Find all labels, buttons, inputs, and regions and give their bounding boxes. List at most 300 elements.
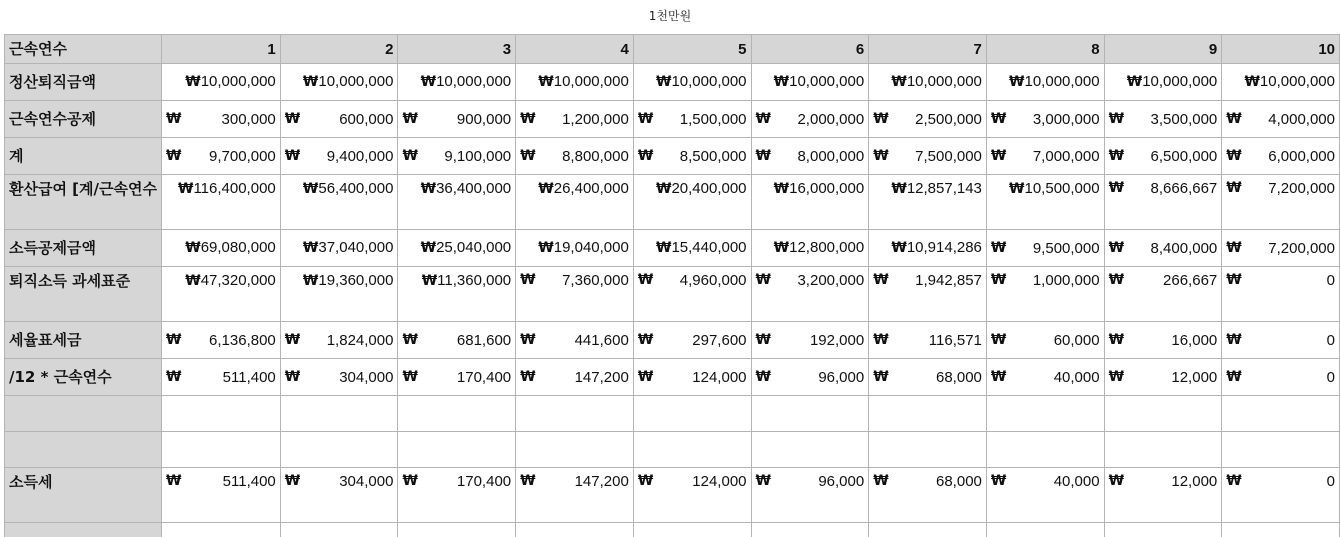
cell-value: 9,700,000 [209, 148, 276, 165]
currency-symbol: ₩ [422, 273, 437, 289]
cell-value: 37,040,000 [318, 239, 393, 256]
currency-symbol: ₩ [1109, 111, 1124, 128]
cell-value: 10,000,000 [318, 73, 393, 90]
table-row [5, 64, 1340, 101]
currency-symbol: ₩ [285, 332, 300, 349]
value-cell[interactable] [751, 359, 869, 396]
currency-symbol: ₩ [303, 240, 318, 256]
empty-row [5, 523, 1340, 537]
currency-symbol: ₩ [285, 111, 300, 128]
row-label[interactable] [5, 396, 162, 432]
currency-symbol: ₩ [421, 181, 436, 197]
value-cell[interactable] [633, 230, 751, 267]
value-cell[interactable] [986, 101, 1104, 138]
table-row [5, 230, 1340, 267]
value-cell[interactable] [869, 322, 987, 359]
cell-value: 2,500,000 [915, 111, 982, 128]
value-cell[interactable] [1222, 432, 1340, 468]
currency-symbol: ₩ [991, 111, 1006, 128]
header-year-cell[interactable]: 8 [986, 35, 1104, 64]
cell-value: 6,500,000 [1151, 148, 1218, 165]
cell-value: 16,000 [1171, 332, 1217, 349]
value-cell[interactable] [280, 267, 398, 322]
currency-symbol: ₩ [402, 111, 417, 128]
currency-symbol: ₩ [1109, 473, 1124, 490]
row-label[interactable] [5, 523, 162, 537]
value-cell[interactable] [1222, 64, 1340, 101]
currency-symbol: ₩ [991, 272, 1006, 289]
value-cell[interactable] [1222, 101, 1340, 138]
table-row [5, 359, 1340, 396]
currency-symbol: ₩ [1127, 74, 1142, 90]
currency-symbol: ₩ [1109, 180, 1124, 197]
cell-value: 19,360,000 [318, 272, 393, 289]
currency-symbol: ₩ [166, 148, 181, 165]
value-cell[interactable] [161, 523, 280, 537]
value-cell[interactable] [1222, 468, 1340, 523]
currency-symbol: ₩ [402, 473, 417, 490]
header-year-cell[interactable]: 9 [1104, 35, 1222, 64]
value-cell[interactable] [280, 468, 398, 523]
header-year-cell[interactable]: 10 [1222, 35, 1340, 64]
table-row [5, 267, 1340, 322]
value-cell[interactable] [398, 175, 516, 230]
cell-value: 96,000 [818, 369, 864, 386]
value-cell[interactable] [516, 322, 634, 359]
cell-value: 1,500,000 [680, 111, 747, 128]
value-cell[interactable] [986, 64, 1104, 101]
cell-value: 124,000 [692, 369, 746, 386]
row-label[interactable]: 퇴직소득 과세표준 [5, 267, 162, 322]
value-cell[interactable] [1222, 267, 1340, 322]
cell-value: 10,000,000 [436, 73, 511, 90]
cell-value: 8,500,000 [680, 148, 747, 165]
value-cell[interactable] [516, 432, 634, 468]
header-year-cell[interactable]: 7 [869, 35, 987, 64]
value-cell[interactable] [633, 432, 751, 468]
cell-value: 10,000,000 [1142, 73, 1217, 90]
cell-value: 0 [1327, 272, 1335, 289]
value-cell[interactable] [161, 359, 280, 396]
value-cell[interactable] [1222, 175, 1340, 230]
currency-symbol: ₩ [991, 240, 1006, 257]
row-label[interactable]: 소득세 [5, 468, 162, 523]
value-cell[interactable] [280, 432, 398, 468]
cell-value: 600,000 [339, 111, 393, 128]
cell-value: 124,000 [692, 473, 746, 490]
value-cell[interactable] [398, 101, 516, 138]
cell-value: 300,000 [222, 111, 276, 128]
header-year-cell[interactable]: 3 [398, 35, 516, 64]
cell-value: 10,000,000 [789, 73, 864, 90]
value-cell[interactable] [751, 230, 869, 267]
value-cell[interactable] [1104, 101, 1222, 138]
value-cell[interactable] [516, 468, 634, 523]
currency-symbol: ₩ [873, 332, 888, 349]
value-cell[interactable] [869, 359, 987, 396]
value-cell[interactable] [398, 64, 516, 101]
value-cell[interactable] [516, 523, 634, 537]
value-cell[interactable] [516, 101, 634, 138]
value-cell[interactable] [398, 322, 516, 359]
value-cell[interactable] [161, 267, 280, 322]
currency-symbol: ₩ [873, 473, 888, 490]
table-row [5, 322, 1340, 359]
value-cell[interactable] [280, 64, 398, 101]
value-cell[interactable] [869, 101, 987, 138]
cell-value: 297,600 [692, 332, 746, 349]
currency-symbol: ₩ [402, 148, 417, 165]
currency-symbol: ₩ [185, 240, 200, 256]
value-cell[interactable] [633, 322, 751, 359]
currency-symbol: ₩ [774, 74, 789, 90]
value-cell[interactable] [869, 396, 987, 432]
value-cell[interactable] [280, 230, 398, 267]
value-cell[interactable] [869, 138, 987, 175]
cell-value: 7,500,000 [915, 148, 982, 165]
cell-value: 25,040,000 [436, 239, 511, 256]
cell-value: 8,800,000 [562, 148, 629, 165]
value-cell[interactable] [280, 322, 398, 359]
value-cell[interactable] [280, 101, 398, 138]
empty-row [5, 432, 1340, 468]
value-cell[interactable] [280, 138, 398, 175]
row-label[interactable]: 근속연수공제 [5, 101, 162, 138]
value-cell[interactable] [516, 230, 634, 267]
header-year-cell[interactable]: 5 [633, 35, 751, 64]
cell-value: 69,080,000 [201, 239, 276, 256]
value-cell[interactable] [751, 322, 869, 359]
cell-value: 9,100,000 [444, 148, 511, 165]
table-body [5, 35, 1340, 537]
value-cell[interactable] [280, 396, 398, 432]
value-cell[interactable] [1222, 230, 1340, 267]
value-cell[interactable] [516, 175, 634, 230]
value-cell[interactable] [1222, 523, 1340, 537]
value-cell[interactable] [751, 175, 869, 230]
cell-value: 511,400 [223, 369, 276, 386]
value-cell[interactable] [1222, 359, 1340, 396]
value-cell[interactable] [986, 267, 1104, 322]
currency-symbol: ₩ [638, 332, 653, 349]
header-label-cell[interactable]: 근속연수 [5, 35, 162, 64]
currency-symbol: ₩ [1109, 369, 1124, 386]
row-label[interactable]: 소득공제금액 [5, 230, 162, 267]
cell-value: 11,360,000 [437, 272, 511, 289]
value-cell[interactable] [516, 396, 634, 432]
value-cell[interactable] [633, 396, 751, 432]
currency-symbol: ₩ [1226, 473, 1241, 490]
currency-symbol: ₩ [1109, 148, 1124, 165]
currency-symbol: ₩ [656, 240, 671, 256]
cell-value: 7,000,000 [1033, 148, 1100, 165]
value-cell[interactable] [516, 359, 634, 396]
cell-value: 10,500,000 [1025, 180, 1100, 197]
currency-symbol: ₩ [756, 148, 771, 165]
currency-symbol: ₩ [873, 369, 888, 386]
table-row [5, 468, 1340, 523]
value-cell[interactable] [633, 523, 751, 537]
value-cell[interactable] [633, 101, 751, 138]
header-year-cell[interactable]: 2 [280, 35, 398, 64]
value-cell[interactable] [1104, 432, 1222, 468]
cell-value: 56,400,000 [318, 180, 393, 197]
value-cell[interactable] [633, 359, 751, 396]
cell-value: 147,200 [575, 473, 629, 490]
value-cell[interactable] [751, 267, 869, 322]
value-cell[interactable] [1104, 230, 1222, 267]
value-cell[interactable] [398, 523, 516, 537]
value-cell[interactable] [161, 175, 280, 230]
value-cell[interactable] [398, 468, 516, 523]
value-cell[interactable] [398, 230, 516, 267]
currency-symbol: ₩ [991, 148, 1006, 165]
cell-value: 47,320,000 [201, 272, 276, 289]
value-cell[interactable] [986, 175, 1104, 230]
currency-symbol: ₩ [520, 332, 535, 349]
row-label[interactable]: 정산퇴직금액 [5, 64, 162, 101]
value-cell[interactable] [633, 138, 751, 175]
currency-symbol: ₩ [520, 473, 535, 490]
value-cell[interactable] [869, 175, 987, 230]
cell-value: 116,571 [929, 332, 982, 349]
table-row [5, 101, 1340, 138]
currency-symbol: ₩ [520, 111, 535, 128]
value-cell[interactable] [869, 523, 987, 537]
cell-value: 7,200,000 [1268, 240, 1335, 257]
cell-value: 19,040,000 [554, 239, 629, 256]
currency-symbol: ₩ [774, 240, 789, 256]
currency-symbol: ₩ [656, 74, 671, 90]
value-cell[interactable] [633, 267, 751, 322]
currency-symbol: ₩ [166, 369, 181, 386]
currency-symbol: ₩ [1226, 111, 1241, 128]
table-row [5, 138, 1340, 175]
currency-symbol: ₩ [774, 181, 789, 197]
value-cell[interactable] [1222, 396, 1340, 432]
value-cell[interactable] [751, 138, 869, 175]
cell-value: 8,400,000 [1151, 240, 1218, 257]
currency-symbol: ₩ [1226, 148, 1241, 165]
cell-value: 3,500,000 [1151, 111, 1218, 128]
value-cell[interactable] [398, 138, 516, 175]
sheet-title: 1천만원 [0, 7, 1340, 24]
cell-value: 6,000,000 [1268, 148, 1335, 165]
cell-value: 7,360,000 [562, 272, 629, 289]
value-cell[interactable] [161, 101, 280, 138]
row-label[interactable]: 계 [5, 138, 162, 175]
cell-value: 266,667 [1163, 272, 1217, 289]
header-year-cell[interactable]: 1 [161, 35, 280, 64]
currency-symbol: ₩ [1109, 272, 1124, 289]
value-cell[interactable] [986, 230, 1104, 267]
value-cell[interactable] [869, 64, 987, 101]
value-cell[interactable] [869, 267, 987, 322]
value-cell[interactable] [1104, 267, 1222, 322]
currency-symbol: ₩ [756, 332, 771, 349]
value-cell[interactable] [633, 175, 751, 230]
value-cell[interactable] [1104, 523, 1222, 537]
value-cell[interactable] [986, 432, 1104, 468]
cell-value: 441,600 [575, 332, 629, 349]
value-cell[interactable] [1104, 359, 1222, 396]
cell-value: 40,000 [1054, 473, 1100, 490]
value-cell[interactable] [161, 322, 280, 359]
cell-value: 9,400,000 [327, 148, 394, 165]
currency-symbol: ₩ [520, 369, 535, 386]
value-cell[interactable] [633, 468, 751, 523]
cell-value: 9,500,000 [1033, 240, 1100, 257]
cell-value: 10,000,000 [1260, 73, 1335, 90]
cell-value: 147,200 [575, 369, 629, 386]
currency-symbol: ₩ [1009, 74, 1024, 90]
currency-symbol: ₩ [538, 240, 553, 256]
currency-symbol: ₩ [756, 369, 771, 386]
currency-symbol: ₩ [873, 272, 888, 289]
value-cell[interactable] [1104, 64, 1222, 101]
value-cell[interactable] [516, 64, 634, 101]
table-row [5, 175, 1340, 230]
value-cell[interactable] [1104, 175, 1222, 230]
currency-symbol: ₩ [1109, 240, 1124, 257]
currency-symbol: ₩ [166, 473, 181, 490]
value-cell[interactable] [398, 396, 516, 432]
value-cell[interactable] [161, 64, 280, 101]
currency-symbol: ₩ [638, 473, 653, 490]
value-cell[interactable] [751, 468, 869, 523]
value-cell[interactable] [1222, 322, 1340, 359]
cell-value: 15,440,000 [671, 239, 746, 256]
row-label[interactable] [5, 432, 162, 468]
value-cell[interactable] [986, 396, 1104, 432]
value-cell[interactable] [869, 432, 987, 468]
currency-symbol: ₩ [166, 111, 181, 128]
cell-value: 10,000,000 [671, 73, 746, 90]
cell-value: 36,400,000 [436, 180, 511, 197]
currency-symbol: ₩ [756, 272, 771, 289]
currency-symbol: ₩ [185, 273, 200, 289]
cell-value: 0 [1327, 369, 1335, 386]
value-cell[interactable] [986, 359, 1104, 396]
currency-symbol: ₩ [1109, 332, 1124, 349]
currency-symbol: ₩ [891, 240, 906, 256]
row-label[interactable]: 세율표세금 [5, 322, 162, 359]
cell-value: 0 [1327, 332, 1335, 349]
currency-symbol: ₩ [1226, 272, 1241, 289]
value-cell[interactable] [161, 138, 280, 175]
value-cell[interactable] [398, 432, 516, 468]
value-cell[interactable] [280, 359, 398, 396]
cell-value: 12,800,000 [789, 239, 864, 256]
cell-value: 60,000 [1054, 332, 1100, 349]
value-cell[interactable] [751, 64, 869, 101]
value-cell[interactable] [986, 322, 1104, 359]
cell-value: 7,200,000 [1268, 180, 1335, 197]
value-cell[interactable] [751, 396, 869, 432]
value-cell[interactable] [751, 101, 869, 138]
cell-value: 681,600 [457, 332, 511, 349]
cell-value: 40,000 [1054, 369, 1100, 386]
cell-value: 170,400 [457, 473, 511, 490]
value-cell[interactable] [398, 359, 516, 396]
row-label[interactable]: /12 * 근속연수 [5, 359, 162, 396]
empty-row [5, 396, 1340, 432]
currency-symbol: ₩ [1244, 74, 1259, 90]
currency-symbol: ₩ [991, 332, 1006, 349]
value-cell[interactable] [280, 523, 398, 537]
currency-symbol: ₩ [178, 181, 193, 197]
value-cell[interactable] [751, 523, 869, 537]
header-year-cell[interactable]: 6 [751, 35, 869, 64]
currency-symbol: ₩ [303, 273, 318, 289]
value-cell[interactable] [1104, 138, 1222, 175]
cell-value: 20,400,000 [671, 180, 746, 197]
cell-value: 96,000 [818, 473, 864, 490]
currency-symbol: ₩ [303, 181, 318, 197]
cell-value: 304,000 [339, 473, 393, 490]
currency-symbol: ₩ [891, 181, 906, 197]
cell-value: 68,000 [936, 369, 982, 386]
currency-symbol: ₩ [520, 148, 535, 165]
value-cell[interactable] [280, 175, 398, 230]
cell-value: 4,000,000 [1268, 111, 1335, 128]
cell-value: 8,666,667 [1151, 180, 1218, 197]
value-cell[interactable] [986, 138, 1104, 175]
currency-symbol: ₩ [1226, 240, 1241, 257]
value-cell[interactable] [161, 230, 280, 267]
row-label[interactable]: 환산급여 [계/근속연수 [5, 175, 162, 230]
currency-symbol: ₩ [991, 369, 1006, 386]
cell-value: 16,000,000 [789, 180, 864, 197]
cell-value: 1,942,857 [915, 272, 982, 289]
cell-value: 68,000 [936, 473, 982, 490]
value-cell[interactable] [161, 396, 280, 432]
value-cell[interactable] [161, 432, 280, 468]
currency-symbol: ₩ [421, 240, 436, 256]
currency-symbol: ₩ [166, 332, 181, 349]
value-cell[interactable] [516, 267, 634, 322]
value-cell[interactable] [398, 267, 516, 322]
cell-value: 10,000,000 [907, 73, 982, 90]
cell-value: 1,000,000 [1033, 272, 1100, 289]
value-cell[interactable] [869, 468, 987, 523]
value-cell[interactable] [161, 468, 280, 523]
cell-value: 3,200,000 [797, 272, 864, 289]
value-cell[interactable] [1104, 396, 1222, 432]
value-cell[interactable] [869, 230, 987, 267]
cell-value: 116,400,000 [193, 180, 275, 197]
value-cell[interactable] [1104, 322, 1222, 359]
cell-value: 0 [1327, 473, 1335, 490]
value-cell[interactable] [986, 468, 1104, 523]
currency-symbol: ₩ [402, 332, 417, 349]
value-cell[interactable] [633, 64, 751, 101]
currency-symbol: ₩ [638, 272, 653, 289]
cell-value: 26,400,000 [554, 180, 629, 197]
value-cell[interactable] [516, 138, 634, 175]
value-cell[interactable] [1222, 138, 1340, 175]
header-row [5, 35, 1340, 64]
value-cell[interactable] [1104, 468, 1222, 523]
cell-value: 10,000,000 [1025, 73, 1100, 90]
currency-symbol: ₩ [285, 148, 300, 165]
currency-symbol: ₩ [991, 473, 1006, 490]
value-cell[interactable] [986, 523, 1104, 537]
value-cell[interactable] [751, 432, 869, 468]
cell-value: 12,000 [1171, 369, 1217, 386]
currency-symbol: ₩ [756, 473, 771, 490]
header-year-cell[interactable]: 4 [516, 35, 634, 64]
